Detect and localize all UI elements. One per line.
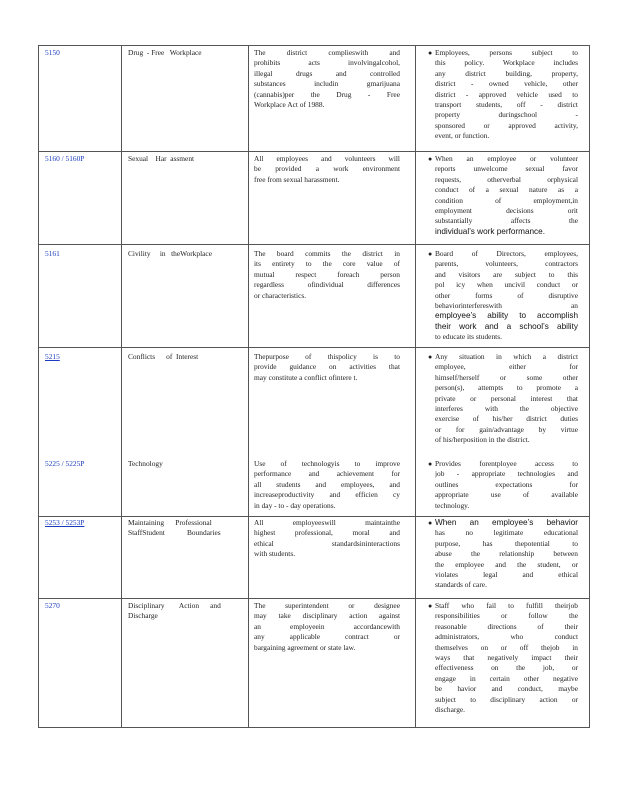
applicability-line: any district building, property, [435,68,578,78]
applicability-line: effectiveness on the job, or [435,663,578,673]
description-line: illegal drugs and controlled [254,68,400,78]
applicability-line: requests, otherverbal orphysical [435,174,578,184]
applicability-line: person(s), attempts to promote a [435,383,578,393]
policy-title-line: Disciplinary Action and [128,601,221,610]
description-line: in day - to - day operations. [254,500,336,510]
policy-title [128,352,226,362]
applicability-line: reasonable directions of their [435,621,578,631]
applicability-line: property duringschool - [435,110,578,120]
table-border-right [589,45,590,728]
policy-title-line: Civility in theWorkplace [128,249,212,258]
policy-title [128,249,226,259]
policy-applicability [428,601,578,715]
applicability-line: the employee and the student, or [435,559,578,569]
policy-description [254,518,400,560]
applicability-line: district - owned vehicle, other [435,79,578,89]
description-line: All employeeswill maintainthe [254,518,400,527]
applicability-line: other forms of disruptive [435,290,578,300]
description-line: All employees and volunteers will [254,154,400,163]
applicability-line: and visitors are subject to this [435,269,578,279]
applicability-line: private or personal interest that [435,393,578,403]
applicability-line: ways that negatively impact their [435,653,578,663]
policy-description [254,154,400,185]
applicability-line: engage in certain other negative [435,673,578,683]
description-line: prohibits acts involvingalcohol, [254,58,400,68]
applicability-line: individual’s work performance. [435,226,545,236]
policy-applicability [428,48,578,142]
policy-title-line: Discharge [128,611,158,621]
description-line: regardless ofindividual differences [254,280,400,290]
table-border-bottom [38,727,590,728]
applicability-line: of his/herposition in the district. [435,435,530,445]
policy-code[interactable]: 5253 / 5253P [45,518,85,527]
description-line: or characteristics. [254,290,307,300]
bullet-icon: ● [428,353,433,361]
applicability-line: Staff who fail to fulfill theirjob [435,601,578,610]
policy-title-line: Maintaining Professional [128,518,212,527]
applicability-line: standards of care. [435,580,487,590]
applicability-line: be havior and conduct, maybe [435,684,578,694]
description-line: (cannabis)per the Drug - Free [254,89,400,99]
policy-description [254,601,400,653]
applicability-line: job - appropriate technologies and [435,469,578,479]
applicability-line: responsibilities or follow the [435,611,578,621]
policy-title [128,154,226,164]
description-line: performance and achievement for [254,469,400,479]
policy-applicability [428,518,578,591]
applicability-line: this policy. Workplace includes [435,58,578,68]
description-line: Thepurpose of thispolicy is to [254,352,400,361]
policy-title-line: Drug - Free Workplace [128,48,202,57]
applicability-line: himself/herself or some other [435,372,578,382]
policy-code[interactable]: 5225 / 5225P [45,459,85,468]
description-line: be provided a work environment [254,164,400,174]
policy-title-line: Sexual Har assment [128,154,195,163]
row-divider [38,516,590,517]
policy-description [254,48,400,110]
table-border-top [38,45,590,46]
policy-applicability [428,459,578,511]
policy-code[interactable]: 5160 / 5160P [45,154,85,163]
description-line: an employeein accordancewith [254,621,400,631]
description-line: may constitute a conflict ofintere t. [254,372,358,382]
applicability-line: employment decisions orit [435,206,578,216]
description-line: with students. [254,549,296,559]
applicability-line: reports unwelcome sexual favor [435,164,578,174]
applicability-line: themselves on or off thejob in [435,642,578,652]
policy-title-line: Technology [128,459,163,468]
description-line: Use of technologyis to improve [254,459,400,468]
description-line: mutual respect foreach person [254,269,400,279]
policy-description [254,352,400,383]
description-line: provide guidance on activities that [254,362,400,372]
policy-title-line: Conflicts of Interest [128,352,199,361]
policy-code[interactable]: 5161 [45,249,60,258]
policy-code[interactable]: 5270 [45,601,60,610]
applicability-line: subject to disciplinary action or [435,694,578,704]
applicability-line: pol icy when uncivil conduct or [435,280,578,290]
applicability-line: When an employee or volunteer [435,154,578,163]
applicability-line: When an employee’s behavior [435,518,578,527]
description-line: increaseproductivity and efficien cy [254,490,400,500]
description-line: all students and employees, and [254,479,400,489]
applicability-line: parents, volunteers, contractors [435,259,578,269]
policy-description [254,459,400,511]
description-line: The board commits the district in [254,249,400,258]
row-divider [38,347,590,348]
description-line: The district complieswith and [254,48,400,57]
applicability-line: to educate its students. [435,332,502,342]
description-line: ethical standardsininteractions [254,538,400,548]
applicability-line: employee’s ability to accomplish [435,311,578,321]
applicability-line: Any situation in which a district [435,352,578,361]
policy-title [128,48,226,58]
applicability-line: exercise of his/her district duties [435,414,578,424]
applicability-line: transport students, off - district [435,100,578,110]
description-line: bargaining agreement or state law. [254,642,356,652]
applicability-line: event, or function. [435,131,490,141]
column-divider [248,45,249,728]
applicability-line: or for gain/advantage by virtue [435,424,578,434]
applicability-line: Employees, persons subject to [435,48,578,57]
column-divider [121,45,122,728]
row-divider [38,598,590,599]
applicability-line: condition of employment,in [435,195,578,205]
applicability-line: appropriate use of available [435,490,578,500]
policy-title [128,459,226,469]
description-line: any applicable contract or [254,632,400,642]
description-line: Workplace Act of 1988. [254,100,325,110]
applicability-line: employee, either for [435,362,578,372]
row-divider [38,151,590,152]
applicability-line: technology. [435,500,470,510]
row-divider [38,244,590,245]
description-line: The superintendent or designee [254,601,400,610]
bullet-icon: ● [428,602,433,610]
policy-applicability [428,154,578,237]
applicability-line: purpose, has thepotential to [435,538,578,548]
applicability-line: outlines expectations for [435,479,578,489]
applicability-line: their work and a school’s ability [435,321,578,331]
applicability-line: sponsored or approved activity, [435,120,578,130]
description-line: free from sexual harassment. [254,174,340,184]
applicability-line: interferes with the objective [435,404,578,414]
policy-title [128,601,226,622]
description-line: its entirety to the core value of [254,259,400,269]
policy-applicability [428,249,578,343]
bullet-icon: ● [428,155,433,163]
applicability-line: Provides forentployee access to [435,459,578,468]
applicability-line: has no legitimate educational [435,528,578,538]
bullet-icon: ● [428,519,433,527]
bullet-icon: ● [428,49,433,57]
policy-code[interactable]: 5215 [45,352,60,361]
applicability-line: behaviorinterfereswith an [435,301,578,311]
applicability-line: violates legal and ethical [435,570,578,580]
applicability-line: administrators, who conduct [435,632,578,642]
description-line: highest professional, moral and [254,528,400,538]
description-line: may take disciplinary action against [254,611,400,621]
policy-title [128,518,226,539]
table-border-left [38,45,39,728]
policy-code[interactable]: 5150 [45,48,60,57]
applicability-line: substantially affects the [435,216,578,226]
applicability-line: district - approved vehicle used to [435,89,578,99]
bullet-icon: ● [428,460,433,468]
applicability-line: conduct of a sexual nature as a [435,185,578,195]
policy-title-line: StaffStudent Boundaries [128,528,221,538]
column-divider [415,45,416,728]
policy-applicability [428,352,578,446]
applicability-line: Board of Directors, employees, [435,249,578,258]
policy-description [254,249,400,301]
applicability-line: abuse the relationship between [435,549,578,559]
applicability-line: discharge. [435,705,466,715]
description-line: substances includin gmarijuana [254,79,400,89]
bullet-icon: ● [428,250,433,258]
